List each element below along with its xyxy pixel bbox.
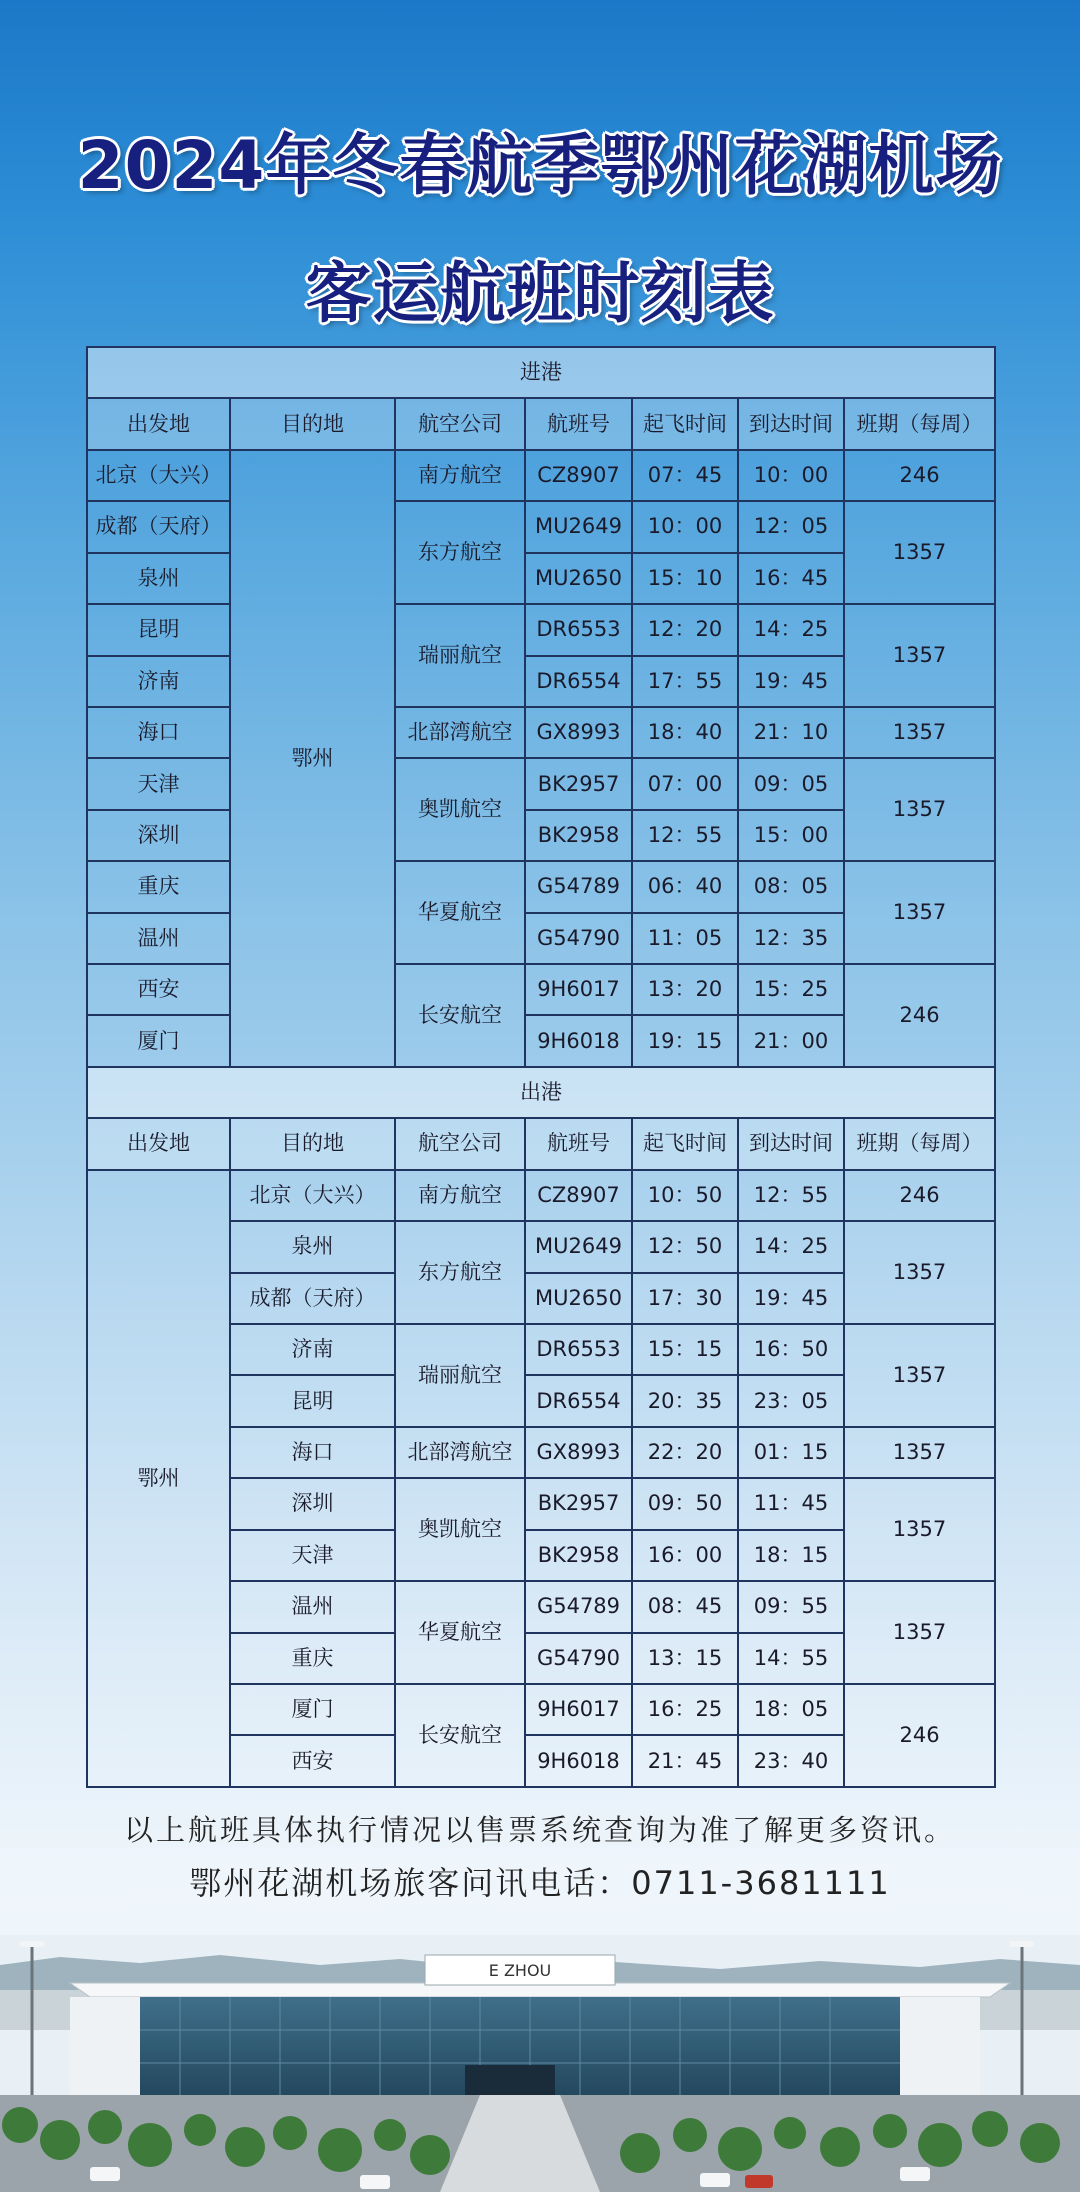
flight-number-cell: BK2957 [525,758,632,809]
col-header: 到达时间 [738,1118,844,1169]
airline-cell: 华夏航空 [395,861,525,964]
col-header: 起飞时间 [632,1118,738,1169]
col-header: 班期（每周） [844,1118,995,1169]
destination-cell: 西安 [230,1735,395,1786]
origin-cell: 深圳 [87,810,230,861]
departure-time-cell: 12：55 [632,810,738,861]
table-row [87,450,995,501]
arrival-time-cell: 14：55 [738,1633,844,1684]
schedule-cell: 246 [844,1684,995,1787]
flight-number-cell: G54790 [525,1633,632,1684]
col-header: 航空公司 [395,1118,525,1169]
table-row [87,964,995,1015]
arrival-time-cell: 21：00 [738,1015,844,1066]
arrival-time-cell: 19：45 [738,1273,844,1324]
schedule-table [86,346,996,1788]
destination-cell: 昆明 [230,1375,395,1426]
table-row [87,501,995,552]
destination-cell: 重庆 [230,1633,395,1684]
disclaimer-text: 以上航班具体执行情况以售票系统查询为准了解更多资讯。 [123,1813,956,1847]
flight-number-cell: CZ8907 [525,450,632,501]
departure-time-cell: 21：45 [632,1735,738,1786]
origin-cell: 天津 [87,758,230,809]
arrival-time-cell: 09：55 [738,1581,844,1632]
col-header: 出发地 [87,398,230,449]
origin-cell: 厦门 [87,1015,230,1066]
origin-cell: 北京（大兴） [87,450,230,501]
departure-time-cell: 17：30 [632,1273,738,1324]
airline-cell: 东方航空 [395,501,525,604]
arrival-time-cell: 11：45 [738,1478,844,1529]
departure-time-cell: 13：15 [632,1633,738,1684]
destination-cell: 海口 [230,1427,395,1478]
schedule-cell: 1357 [844,707,995,758]
schedule-cell: 1357 [844,1478,995,1581]
flight-number-cell: MU2649 [525,501,632,552]
departure-time-cell: 19：15 [632,1015,738,1066]
airline-cell: 长安航空 [395,964,525,1067]
origin-cell: 西安 [87,964,230,1015]
flight-number-cell: GX8993 [525,1427,632,1478]
departure-time-cell: 07：00 [632,758,738,809]
col-header: 目的地 [230,1118,395,1169]
departure-time-cell: 07：45 [632,450,738,501]
flight-number-cell: DR6553 [525,604,632,655]
airline-cell: 东方航空 [395,1221,525,1324]
departure-time-cell: 13：20 [632,964,738,1015]
arrival-time-cell: 15：00 [738,810,844,861]
poster-title: 2024年冬春航季鄂州花湖机场 [77,127,1003,204]
flight-number-cell: MU2650 [525,1273,632,1324]
departure-time-cell: 16：00 [632,1530,738,1581]
col-header: 目的地 [230,398,395,449]
arrivals-section-header: 进港 [87,347,995,398]
flight-number-cell: MU2650 [525,553,632,604]
poster-subtitle: 客运航班时刻表 [305,255,775,332]
table-row [87,758,995,809]
schedule-cell: 1357 [844,1221,995,1324]
arrival-time-cell: 18：15 [738,1530,844,1581]
airline-cell: 北部湾航空 [395,707,525,758]
table-header-row [87,1118,995,1169]
arrival-time-cell: 21：10 [738,707,844,758]
flight-number-cell: 9H6017 [525,1684,632,1735]
arrival-time-cell: 15：25 [738,964,844,1015]
destination-cell: 深圳 [230,1478,395,1529]
flight-number-cell: BK2958 [525,1530,632,1581]
destination-cell: 泉州 [230,1221,395,1272]
origin-cell: 泉州 [87,553,230,604]
airline-cell: 南方航空 [395,1170,525,1221]
airline-cell: 北部湾航空 [395,1427,525,1478]
col-header: 航班号 [525,1118,632,1169]
arrival-time-cell: 18：05 [738,1684,844,1735]
destination-cell: 温州 [230,1581,395,1632]
departure-time-cell: 15：10 [632,553,738,604]
schedule-cell: 246 [844,964,995,1067]
airline-cell: 华夏航空 [395,1581,525,1684]
destination-cell: 成都（天府） [230,1273,395,1324]
destination-cell: 北京（大兴） [230,1170,395,1221]
departure-time-cell: 11：05 [632,913,738,964]
departures-section-header: 出港 [87,1067,995,1118]
arrival-time-cell: 09：05 [738,758,844,809]
destination-cell: 天津 [230,1530,395,1581]
col-header: 航班号 [525,398,632,449]
arrival-time-cell: 14：25 [738,1221,844,1272]
departure-time-cell: 17：55 [632,656,738,707]
schedule-cell: 1357 [844,604,995,707]
flight-number-cell: BK2957 [525,1478,632,1529]
flight-number-cell: DR6554 [525,656,632,707]
col-header: 到达时间 [738,398,844,449]
departure-time-cell: 09：50 [632,1478,738,1529]
col-header: 航空公司 [395,398,525,449]
table-row [87,861,995,912]
flight-number-cell: 9H6018 [525,1015,632,1066]
flight-number-cell: CZ8907 [525,1170,632,1221]
departure-time-cell: 15：15 [632,1324,738,1375]
destination-cell: 济南 [230,1324,395,1375]
schedule-cell: 1357 [844,1324,995,1427]
table-row [87,707,995,758]
flight-number-cell: 9H6017 [525,964,632,1015]
flight-number-cell: 9H6018 [525,1735,632,1786]
origin-cell: 济南 [87,656,230,707]
flight-number-cell: MU2649 [525,1221,632,1272]
arrival-time-cell: 12：35 [738,913,844,964]
airline-cell: 奥凯航空 [395,758,525,861]
origin-cell: 鄂州 [87,1170,230,1787]
arrival-time-cell: 08：05 [738,861,844,912]
flight-number-cell: DR6553 [525,1324,632,1375]
departure-time-cell: 18：40 [632,707,738,758]
arrival-time-cell: 12：05 [738,501,844,552]
destination-cell: 厦门 [230,1684,395,1735]
airline-cell: 奥凯航空 [395,1478,525,1581]
table-row [87,604,995,655]
airport-terminal-image [0,1935,1080,2192]
airline-cell: 长安航空 [395,1684,525,1787]
col-header: 出发地 [87,1118,230,1169]
hotline-text: 鄂州花湖机场旅客问讯电话：0711-3681111 [189,1864,891,1902]
flight-number-cell: G54789 [525,861,632,912]
schedule-cell: 1357 [844,501,995,604]
arrival-time-cell: 16：45 [738,553,844,604]
table-row [87,1170,995,1221]
col-header: 班期（每周） [844,398,995,449]
flight-number-cell: BK2958 [525,810,632,861]
col-header: 起飞时间 [632,398,738,449]
arrival-time-cell: 19：45 [738,656,844,707]
flight-number-cell: G54789 [525,1581,632,1632]
schedule-cell: 1357 [844,861,995,964]
departure-time-cell: 06：40 [632,861,738,912]
arrival-time-cell: 10：00 [738,450,844,501]
origin-cell: 温州 [87,913,230,964]
flight-number-cell: GX8993 [525,707,632,758]
schedule-cell: 246 [844,1170,995,1221]
departure-time-cell: 08：45 [632,1581,738,1632]
departure-time-cell: 10：50 [632,1170,738,1221]
terminal-sign-text: E ZHOU [488,1961,552,1980]
schedule-cell: 1357 [844,758,995,861]
arrival-time-cell: 16：50 [738,1324,844,1375]
departure-time-cell: 22：20 [632,1427,738,1478]
flight-number-cell: G54790 [525,913,632,964]
arrival-time-cell: 01：15 [738,1427,844,1478]
departure-time-cell: 12：20 [632,604,738,655]
schedule-cell: 1357 [844,1581,995,1684]
airline-cell: 瑞丽航空 [395,604,525,707]
arrival-time-cell: 12：55 [738,1170,844,1221]
airline-cell: 南方航空 [395,450,525,501]
departure-time-cell: 10：00 [632,501,738,552]
arrival-time-cell: 14：25 [738,604,844,655]
origin-cell: 昆明 [87,604,230,655]
schedule-cell: 1357 [844,1427,995,1478]
origin-cell: 海口 [87,707,230,758]
arrival-time-cell: 23：05 [738,1375,844,1426]
departure-time-cell: 12：50 [632,1221,738,1272]
flight-number-cell: DR6554 [525,1375,632,1426]
destination-cell: 鄂州 [230,450,395,1067]
departure-time-cell: 16：25 [632,1684,738,1735]
departure-time-cell: 20：35 [632,1375,738,1426]
origin-cell: 重庆 [87,861,230,912]
airline-cell: 瑞丽航空 [395,1324,525,1427]
arrival-time-cell: 23：40 [738,1735,844,1786]
schedule-cell: 246 [844,450,995,501]
table-header-row [87,398,995,449]
origin-cell: 成都（天府） [87,501,230,552]
